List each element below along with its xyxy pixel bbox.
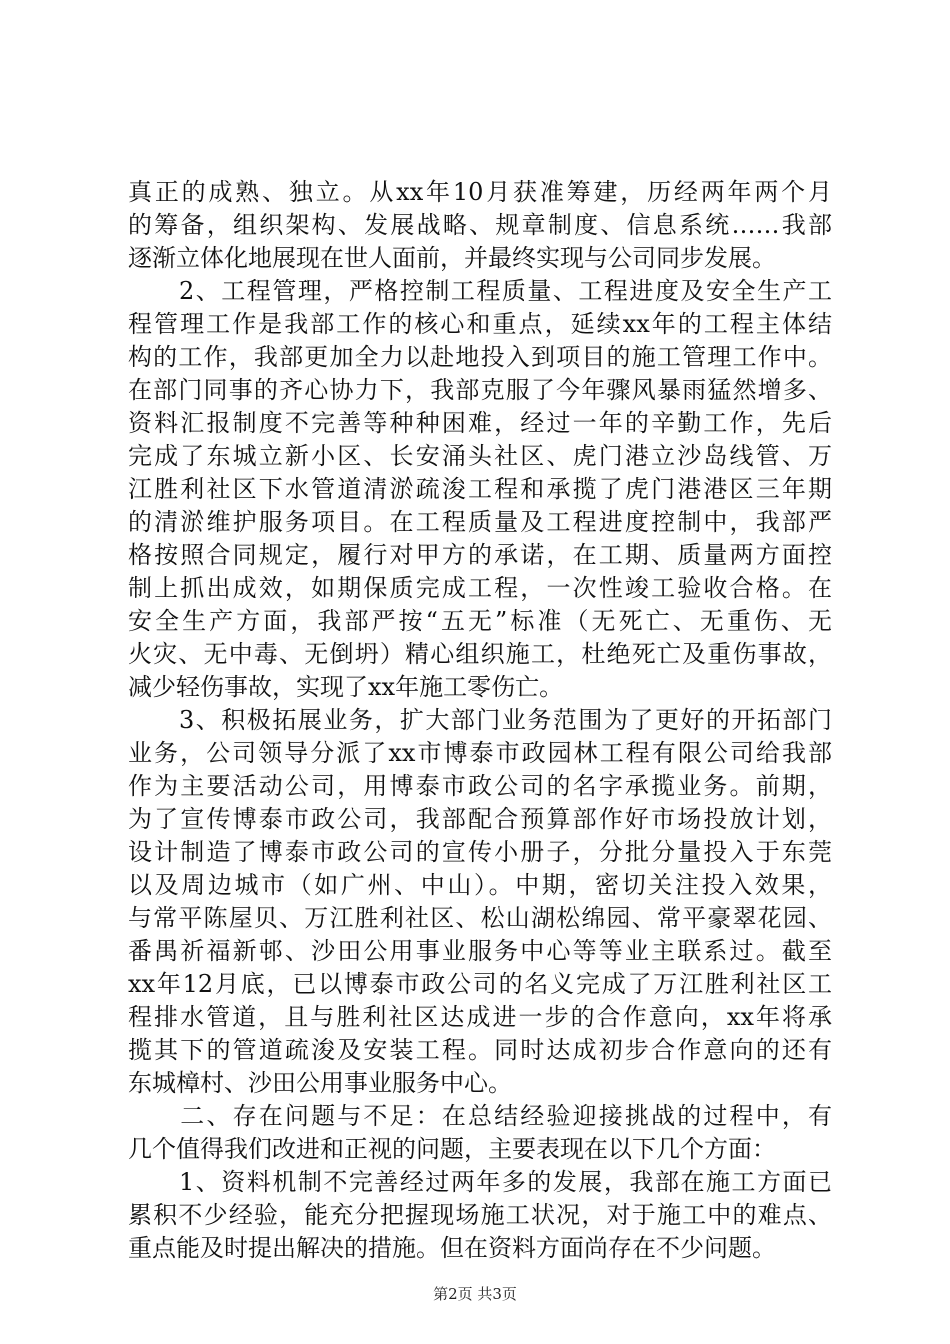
text-line: 几个值得我们改进和正视的问题，主要表现在以下几个方面： <box>128 1135 776 1163</box>
text-line: 在部门同事的齐心协力下，我部克服了今年骤风暴雨猛然增多、 <box>128 376 832 404</box>
text-line: 程管理工作是我部工作的核心和重点，延续xx年的工程主体结 <box>128 310 832 338</box>
text-line: 累积不少经验，能充分把握现场施工状况，对于施工中的难点、 <box>128 1201 832 1229</box>
text-line: 2、工程管理，严格控制工程质量、工程进度及安全生产工 <box>128 277 832 305</box>
text-line: 以及周边城市（如广州、中山）。中期，密切关注投入效果， <box>128 871 832 899</box>
text-line: 安全生产方面，我部严按“五无”标准（无死亡、无重伤、无 <box>128 607 832 635</box>
text-line: 重点能及时提出解决的措施。但在资料方面尚存在不少问题。 <box>128 1234 776 1262</box>
text-line: 二、存在问题与不足：在总结经验迎接挑战的过程中，有 <box>128 1102 832 1130</box>
text-line: 与常平陈屋贝、万江胜利社区、松山湖松绵园、常平豪翠花园、 <box>128 904 832 932</box>
text-line: 资料汇报制度不完善等种种困难，经过一年的辛勤工作，先后 <box>128 409 832 437</box>
text-line: 1、资料机制不完善经过两年多的发展，我部在施工方面已 <box>128 1168 832 1196</box>
text-line: 减少轻伤事故，实现了xx年施工零伤亡。 <box>128 673 564 701</box>
text-line: 江胜利社区下水管道清淤疏浚工程和承揽了虎门港港区三年期 <box>128 475 832 503</box>
text-line: 东城樟村、沙田公用事业服务中心。 <box>128 1069 512 1097</box>
text-line: 3、积极拓展业务，扩大部门业务范围为了更好的开拓部门 <box>128 706 832 734</box>
text-line: 火灾、无中毒、无倒坍）精心组织施工，杜绝死亡及重伤事故， <box>128 640 832 668</box>
page-footer: 第2页 共3页 <box>433 1285 517 1303</box>
text-line: 制上抓出成效，如期保质完成工程，一次性竣工验收合格。在 <box>128 574 832 602</box>
document-body <box>128 176 832 1265</box>
text-line: 为了宣传博泰市政公司，我部配合预算部作好市场投放计划， <box>128 805 832 833</box>
text-line: 格按照合同规定，履行对甲方的承诺，在工期、质量两方面控 <box>128 541 832 569</box>
text-line: 业务，公司领导分派了xx市博泰市政园林工程有限公司给我部 <box>128 739 832 767</box>
text-line: 程排水管道，且与胜利社区达成进一步的合作意向，xx年将承 <box>128 1003 832 1031</box>
text-line: 的筹备，组织架构、发展战略、规章制度、信息系统……我部 <box>128 211 832 239</box>
text-line: xx年12月底，已以博泰市政公司的名义完成了万江胜利社区工 <box>128 970 832 998</box>
text-line: 的清淤维护服务项目。在工程质量及工程进度控制中，我部严 <box>128 508 832 536</box>
text-line: 作为主要活动公司，用博泰市政公司的名字承揽业务。前期， <box>128 772 832 800</box>
text-line: 构的工作，我部更加全力以赴地投入到项目的施工管理工作中。 <box>128 343 832 371</box>
text-line: 逐渐立体化地展现在世人面前，并最终实现与公司同步发展。 <box>128 244 776 272</box>
text-line: 揽其下的管道疏浚及安装工程。同时达成初步合作意向的还有 <box>128 1036 832 1064</box>
text-line: 真正的成熟、独立。从xx年10月获准筹建，历经两年两个月 <box>128 178 832 206</box>
text-line: 完成了东城立新小区、长安涌头社区、虎门港立沙岛线管、万 <box>128 442 832 470</box>
text-line: 设计制造了博泰市政公司的宣传小册子，分批分量投入于东莞 <box>128 838 832 866</box>
text-line: 番禺祈福新邨、沙田公用事业服务中心等等业主联系过。截至 <box>128 937 832 965</box>
